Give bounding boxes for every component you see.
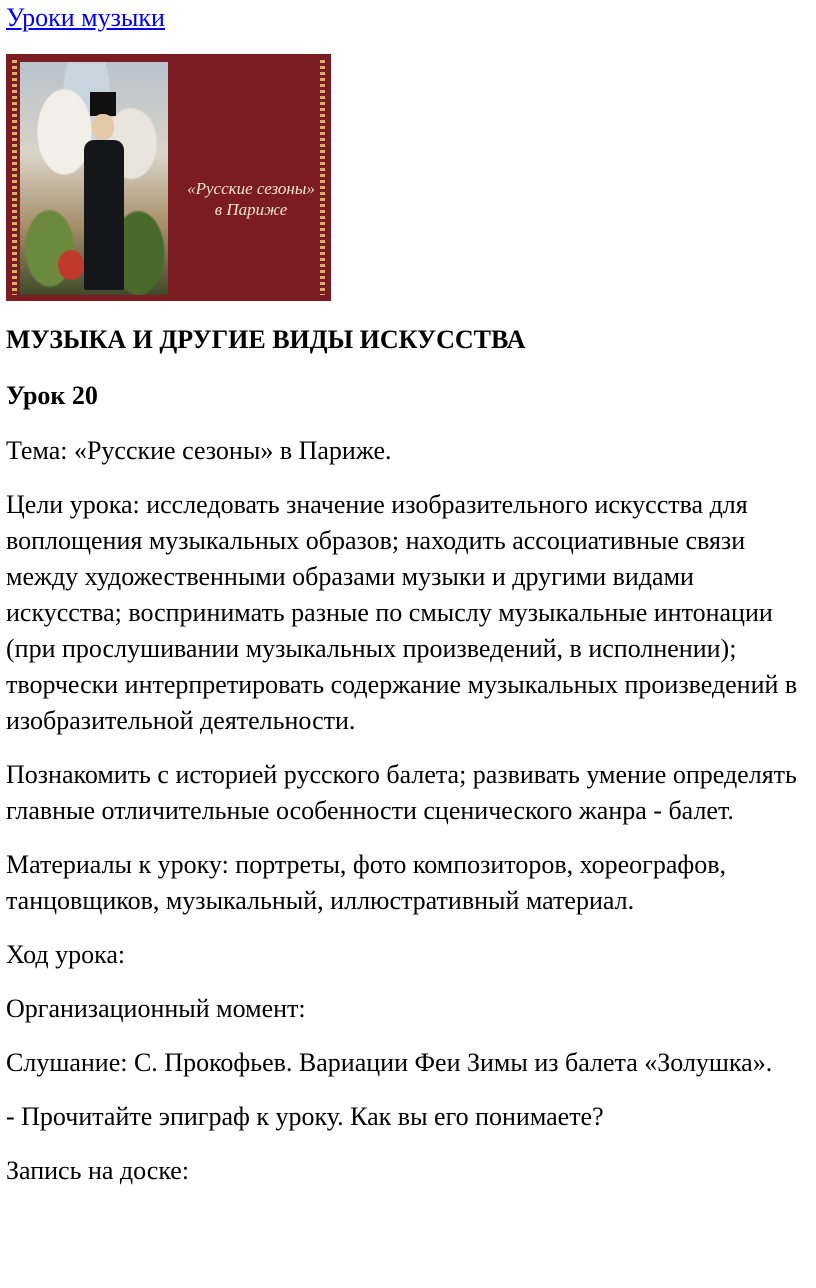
illustration-caption-line1: «Русские сезоны»: [187, 179, 315, 198]
lesson-materials: Материалы к уроку: портреты, фото композиторов, хореографов, танцовщиков, музыкальный, иллюстративный материал.: [6, 850, 726, 915]
illustration-caption: [176, 178, 326, 220]
lesson-number: Урок 20: [6, 381, 98, 410]
ornament-border-left: [12, 60, 17, 295]
lesson-goals: Цели урока: исследовать значение изобразительного искусства для воплощения музыкальных образов; находить ассоциативные связи между художественными образами музыки и другими видами искусства; воспринимать разные по смыслу музыкальные интонации (при прослушивании музыкальных произведений, в исполнении); творчески интерпретировать содержание музыкальных произведений в изобразительной деятельности.: [6, 490, 798, 735]
epigraph-question: - Прочитайте эпиграф к уроку. Как вы его понимаете?: [6, 1102, 604, 1131]
lesson-course: Ход урока:: [6, 940, 126, 969]
figure-head: [92, 114, 114, 140]
document-title: МУЗЫКА И ДРУГИЕ ВИДЫ ИСКУССТВА: [6, 325, 526, 354]
lesson-illustration: [6, 54, 331, 301]
figure-coat: [84, 140, 124, 290]
breadcrumb-link-music-lessons[interactable]: Уроки музыки: [6, 3, 165, 32]
top-hat-figure: [90, 92, 116, 116]
listening: Слушание: С. Прокофьев. Вариации Феи Зимы из балета «Золушка».: [6, 1048, 773, 1077]
lesson-theme: Тема: «Русские сезоны» в Париже.: [6, 436, 392, 465]
lesson-intro: Познакомить с историей русского балета; развивать умение определять главные отличительные особенности сценического жанра - балет.: [6, 760, 797, 825]
document-page: [6, 0, 812, 1189]
org-moment: Организационный момент:: [6, 994, 306, 1023]
ornament-border-right: [320, 60, 325, 295]
illustration-caption-line2: в Париже: [214, 200, 288, 219]
board-note: Запись на доске:: [6, 1156, 190, 1185]
harlequin-figure: [58, 250, 84, 280]
